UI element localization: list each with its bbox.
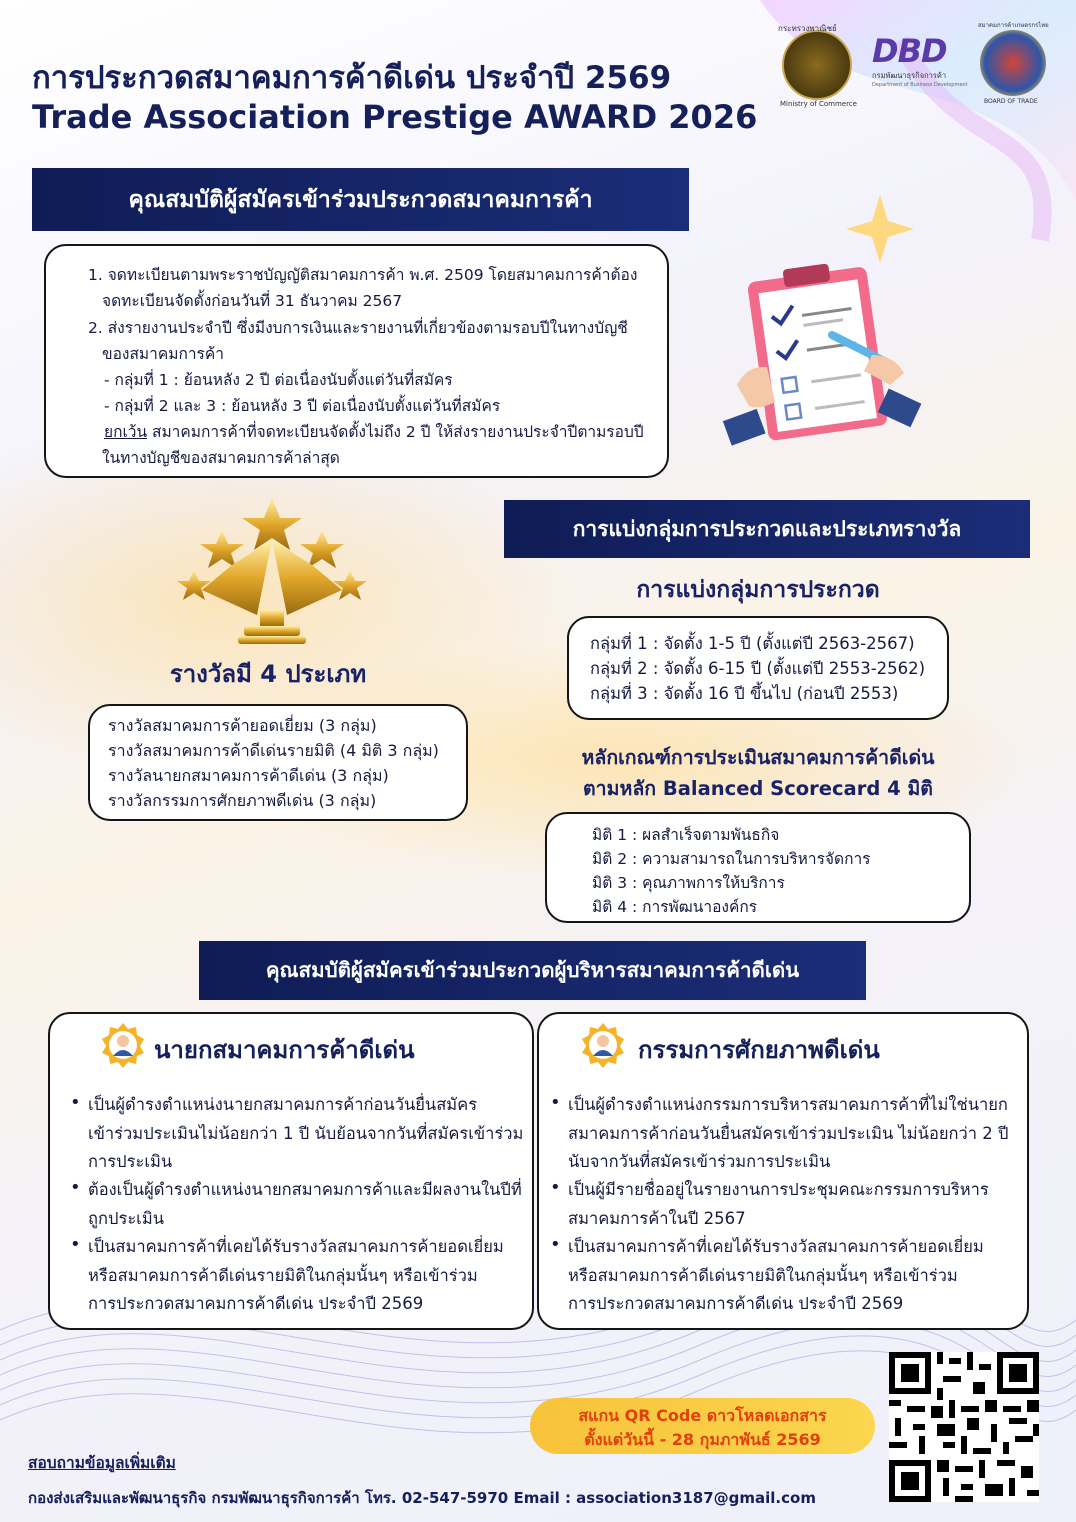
exception-label: ยกเว้น: [104, 423, 148, 441]
president-card-title: นายกสมาคมการค้าดีเด่น: [154, 1036, 415, 1064]
award-item-2: รางวัลสมาคมการค้าดีเด่นรายมิติ (4 มิติ 3 กลุ่ม): [108, 741, 439, 760]
qualification-line-4: ของสมาคมการค้า: [102, 345, 224, 363]
footer-contact: กองส่งเสริมและพัฒนาธุรกิจ กรมพัฒนาธุรกิจการค้า โทร. 02-547-5970 Email : association3187@gmail.com: [28, 1489, 816, 1507]
president-line-7: หรือสมาคมการค้าดีเด่นรายมิติในกลุ่มนั้นๆ หรือเข้าร่วม: [88, 1266, 478, 1285]
qualification-line-2: จดทะเบียนจัดตั้งก่อนวันที่ 31 ธันวาคม 2567: [102, 292, 403, 310]
award-item-4: รางวัลกรรมการศักยภาพดีเด่น (3 กลุ่ม): [108, 791, 377, 810]
qr-code-icon[interactable]: [889, 1352, 1039, 1502]
president-line-2: เข้าร่วมประเมินไม่น้อยกว่า 1 ปี นับย้อนจากวันที่สมัครเข้าร่วม: [88, 1124, 524, 1143]
committee-line-6: • เป็นสมาคมการค้าที่เคยได้รับรางวัลสมาคมการค้ายอดเยี่ยม: [568, 1234, 984, 1260]
committee-line-2: สมาคมการค้าก่อนวันยื่นสมัครเข้าร่วมประเมิน ไม่น้อยกว่า 2 ปี: [568, 1124, 1009, 1143]
committee-line-7: หรือสมาคมการค้าดีเด่นรายมิติในกลุ่มนั้นๆ หรือเข้าร่วม: [568, 1266, 958, 1285]
criteria-title-line-1: หลักเกณฑ์การประเมินสมาคมการค้าดีเด่น: [581, 746, 935, 769]
gold-trophy-icon: [172, 490, 372, 650]
qualification-line-5: - กลุ่มที่ 1 : ย้อนหลัง 2 ปี ต่อเนื่องนับตั้งแต่วันที่สมัคร: [104, 371, 453, 389]
award-badge-icon: [580, 1022, 626, 1068]
president-line-4: • ต้องเป็นผู้ดำรงตำแหน่งนายกสมาคมการค้าและมีผลงานในปีที่: [88, 1177, 522, 1203]
group-item-2: กลุ่มที่ 2 : จัดตั้ง 6-15 ปี (ตั้งแต่ปี 2553-2562): [590, 659, 926, 678]
moc-logo-text-top: กระทรวงพาณิชย์: [778, 24, 837, 33]
moc-logo-text-bottom: Ministry of Commerce: [780, 100, 857, 108]
groups-title: การแบ่งกลุ่มการประกวด: [636, 577, 880, 603]
group-item-3: กลุ่มที่ 3 : จัดตั้ง 16 ปี ขึ้นไป (ก่อนปี 2553): [590, 684, 899, 703]
page-title-thai: การประกวดสมาคมการค้าดีเด่น ประจำปี 2569: [32, 60, 672, 96]
qualification-exception: [104, 419, 644, 444]
committee-line-3: นับจากวันที่สมัครเข้าร่วมการประเมิน: [568, 1152, 831, 1171]
qualification-line-3: 2. ส่งรายงานประจำปี ซึ่งมีงบการเงินและรายงานที่เกี่ยวข้องตามรอบปีในทางบัญชี: [88, 319, 628, 337]
exception-text: สมาคมการค้าที่จดทะเบียนจัดตั้งไม่ถึง 2 ปี ให้ส่งรายงานประจำปีตามรอบปี: [147, 423, 644, 441]
dbd-logo: [872, 32, 968, 92]
group-item-1: กลุ่มที่ 1 : จัดตั้ง 1-5 ปี (ตั้งแต่ปี 2563-2567): [590, 634, 915, 653]
committee-line-4: • เป็นผู้มีรายชื่ออยู่ในรายงานการประชุมคณะกรรมการบริหาร: [568, 1177, 989, 1203]
executive-banner: คุณสมบัติผู้สมัครเข้าร่วมประกวดผู้บริหารสมาคมการค้าดีเด่น: [199, 941, 866, 1000]
qualification-line-1: 1. จดทะเบียนตามพระราชบัญญัติสมาคมการค้า พ.ศ. 2509 โดยสมาคมการค้าต้อง: [88, 266, 638, 284]
clipboard-checklist-icon: [722, 255, 922, 450]
groups-banner: การแบ่งกลุ่มการประกวดและประเภทรางวัล: [504, 500, 1030, 558]
footer-inquiry-link[interactable]: สอบถามข้อมูลเพิ่มเติม: [28, 1454, 176, 1472]
president-line-8: การประกวดสมาคมการค้าดีเด่น ประจำปี 2569: [88, 1294, 424, 1313]
president-line-6: • เป็นสมาคมการค้าที่เคยได้รับรางวัลสมาคมการค้ายอดเยี่ยม: [88, 1234, 504, 1260]
dbd-logo-mark: DBD: [872, 32, 947, 70]
qualification-line-6: - กลุ่มที่ 2 และ 3 : ย้อนหลัง 3 ปี ต่อเนื่องนับตั้งแต่วันที่สมัคร: [104, 397, 501, 415]
committee-line-5: สมาคมการค้าในปี 2567: [568, 1209, 746, 1228]
criteria-item-2: มิติ 2 : ความสามารถในการบริหารจัดการ: [592, 850, 871, 868]
president-line-3: การประเมิน: [88, 1152, 173, 1171]
criteria-title-line-2: ตามหลัก Balanced Scorecard 4 มิติ: [583, 777, 933, 800]
board-of-trade-logo: [978, 22, 1049, 105]
bot-logo-text-bottom: BOARD OF TRADE: [984, 98, 1038, 105]
page-title-english: Trade Association Prestige AWARD 2026: [32, 98, 758, 136]
ministry-of-commerce-logo: [778, 24, 857, 108]
qr-download-text-2: ตั้งแต่วันนี้ - 28 กุมภาพันธ์ 2569: [584, 1430, 821, 1449]
committee-card-title: กรรมการศักยภาพดีเด่น: [638, 1036, 880, 1064]
dbd-logo-text-th: กรมพัฒนาธุรกิจการค้า: [872, 71, 947, 80]
criteria-item-4: มิติ 4 : การพัฒนาองค์กร: [592, 898, 758, 916]
qualification-banner: คุณสมบัติผู้สมัครเข้าร่วมประกวดสมาคมการค้า: [32, 168, 689, 231]
president-line-5: ถูกประเมิน: [88, 1209, 164, 1228]
criteria-item-1: มิติ 1 : ผลสำเร็จตามพันธกิจ: [592, 826, 780, 844]
dbd-logo-text-en: Department of Business Development: [872, 82, 968, 88]
award-item-3: รางวัลนายกสมาคมการค้าดีเด่น (3 กลุ่ม): [108, 766, 389, 785]
president-line-1: • เป็นผู้ดำรงตำแหน่งนายกสมาคมการค้าก่อนวันยื่นสมัคร: [88, 1092, 477, 1118]
award-item-1: รางวัลสมาคมการค้ายอดเยี่ยม (3 กลุ่ม): [108, 716, 377, 735]
criteria-item-3: มิติ 3 : คุณภาพการให้บริการ: [592, 874, 785, 892]
bot-logo-text-top: สมาคมการค้าเกษตรกรไทย: [978, 22, 1049, 29]
qr-download-text-1: สแกน QR Code ดาวโหลดเอกสาร: [578, 1406, 827, 1425]
award-badge-icon: [100, 1022, 146, 1068]
awards-title: รางวัลมี 4 ประเภท: [169, 660, 367, 688]
qualification-line-8: ในทางบัญชีของสมาคมการค้าล่าสุด: [102, 449, 340, 467]
committee-line-1: • เป็นผู้ดำรงตำแหน่งกรรมการบริหารสมาคมการค้าที่ไม่ใช่นายก: [568, 1092, 1008, 1118]
committee-line-8: การประกวดสมาคมการค้าดีเด่น ประจำปี 2569: [568, 1294, 904, 1313]
